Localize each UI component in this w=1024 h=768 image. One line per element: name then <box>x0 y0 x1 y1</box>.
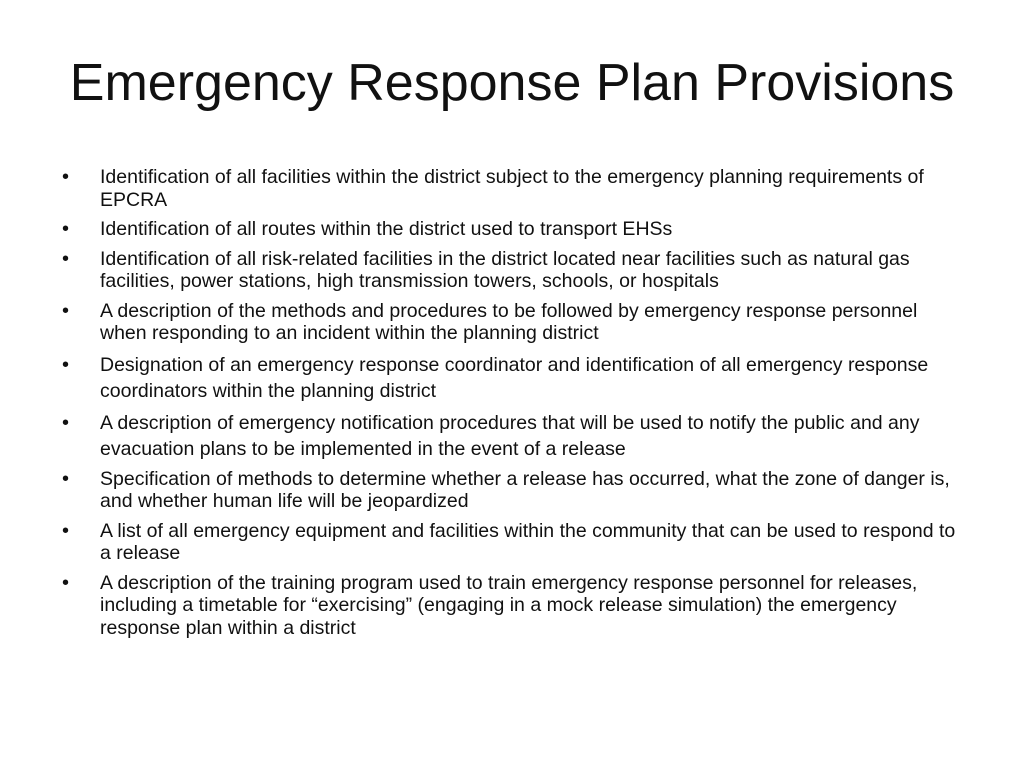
bullet-text: A description of the training program used to train emergency response personnel for releases, including a timetable for “exercising” (engaging in a mock release simulation) the emergency response plan within a district <box>100 571 918 639</box>
bullet-text: A description of the methods and procedures to be followed by emergency response personnel when responding to an incident within the planning district <box>100 299 918 344</box>
bullet-dot-icon: • <box>62 247 70 270</box>
bullet-text: A description of emergency notification procedures that will be used to notify the public and any evacuation plans to be implemented in the event of a release <box>100 411 920 460</box>
bullet-text: Identification of all facilities within the district subject to the emergency planning requirements of EPCRA <box>100 166 924 211</box>
list-item <box>62 218 962 241</box>
bullet-text: Identification of all routes within the district used to transport EHSs <box>100 218 673 240</box>
list-item <box>62 572 962 640</box>
bullet-dot-icon: • <box>62 299 70 322</box>
list-item <box>62 248 962 293</box>
bullet-dot-icon: • <box>62 411 70 434</box>
slide-title: Emergency Response Plan Provisions <box>69 54 955 112</box>
list-item <box>62 520 962 565</box>
bullet-dot-icon: • <box>62 467 70 490</box>
bullet-dot-icon: • <box>62 353 70 376</box>
bullet-list <box>62 166 962 646</box>
list-item <box>62 468 962 513</box>
bullet-dot-icon: • <box>62 571 70 594</box>
bullet-dot-icon: • <box>62 218 70 240</box>
bullet-dot-icon: • <box>62 166 70 188</box>
bullet-dot-icon: • <box>62 519 70 542</box>
bullet-text: Designation of an emergency response coordinator and identification of all emergency response coordinators within the planning district <box>100 353 929 402</box>
bullet-text: Specification of methods to determine whether a release has occurred, what the zone of danger is, and whether human life will be jeopardized <box>100 467 950 512</box>
bullet-text: A list of all emergency equipment and facilities within the community that can be used to respond to a release <box>100 519 956 564</box>
list-item <box>62 410 962 462</box>
list-item <box>62 352 962 404</box>
list-item <box>62 166 962 211</box>
list-item <box>62 300 962 345</box>
bullet-text: Identification of all risk-related facilities in the district located near facilities such as natural gas facilities, power stations, high transmission towers, schools, or hospitals <box>100 247 910 292</box>
